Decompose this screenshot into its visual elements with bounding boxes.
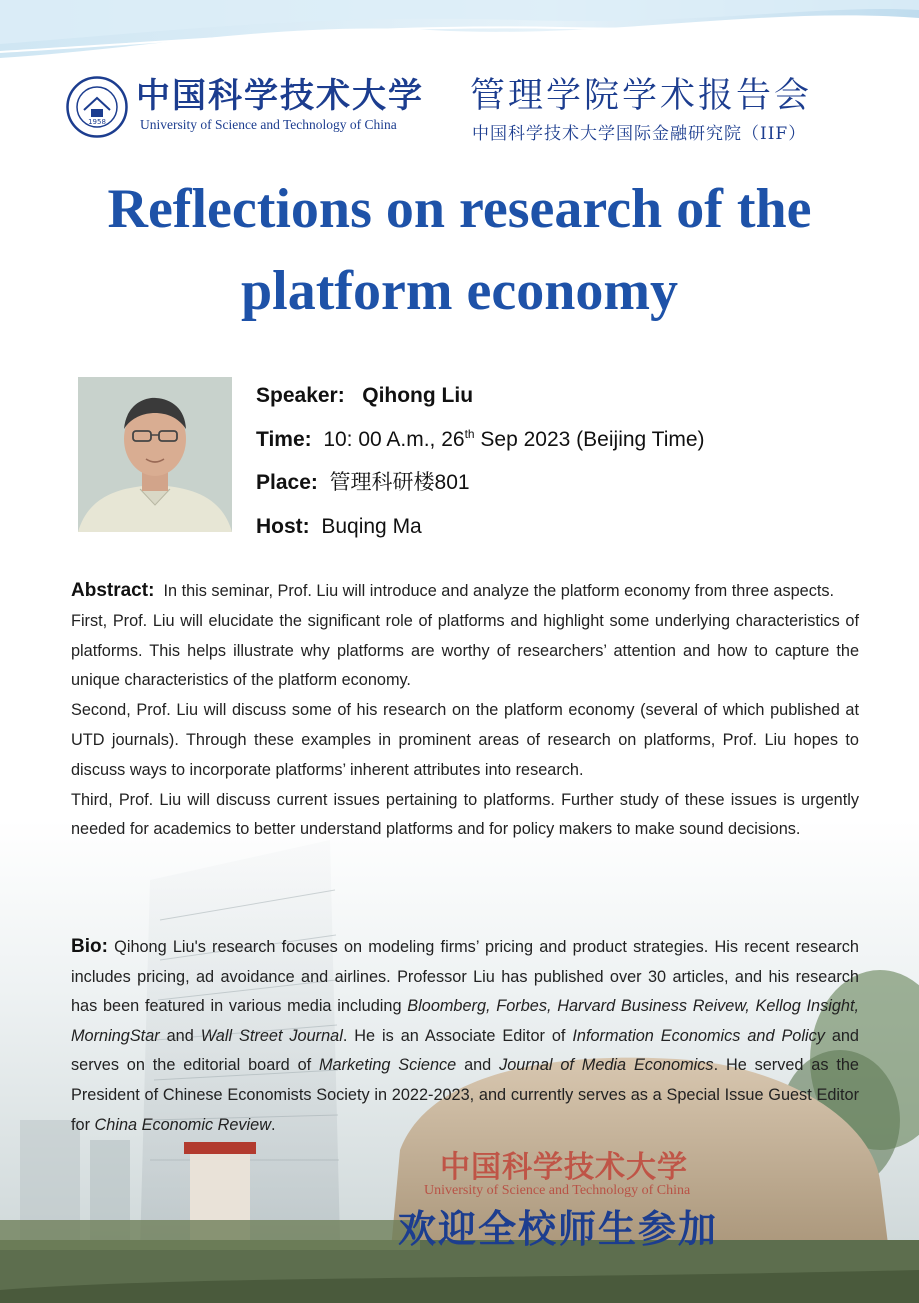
abstract-paragraph-3: Third, Prof. Liu will discuss current issues pertaining to platforms. Further study of these issues is urgently needed for academics to better understand platforms and for policy makers to make sound decisions. bbox=[71, 790, 859, 839]
title-line-1: Reflections on research of the bbox=[107, 178, 812, 240]
bio-label: Bio: bbox=[71, 936, 108, 957]
bio-text: . He is an Associate Editor of bbox=[342, 1026, 573, 1045]
top-wave-decoration bbox=[0, 0, 919, 70]
university-seal-logo bbox=[66, 76, 128, 138]
institute-name: 中国科学技术大学国际金融研究院（IIF） bbox=[472, 124, 807, 144]
university-name-cn: 中国科学技术大学 bbox=[136, 76, 424, 116]
place-row bbox=[256, 461, 876, 505]
bio-media-wsj: Wall Street Journal bbox=[200, 1026, 343, 1045]
speaker-label: Speaker: bbox=[256, 384, 345, 407]
seminar-info bbox=[256, 374, 876, 548]
time-label: Time: bbox=[256, 427, 312, 451]
abstract-label: Abstract: bbox=[71, 580, 155, 601]
host-row bbox=[256, 505, 876, 549]
bio-journal: Information Economics and Policy bbox=[572, 1026, 825, 1045]
abstract-intro-text: In this seminar, Prof. Liu will introduce and analyze the platform economy from three aspects. bbox=[163, 582, 835, 600]
bio-journal: China Economic Review bbox=[94, 1115, 271, 1134]
series-title: 管理学院学术报告会 bbox=[470, 76, 813, 116]
place-value: 管理科研楼801 bbox=[329, 471, 470, 494]
abstract-paragraph-1: First, Prof. Liu will elucidate the significant role of platforms and highlight some underlying characteristics of platforms. This helps illustrate why platforms are worthy of researchers’ attention and how to capture the unique characteristics of the platform economy. bbox=[71, 611, 859, 690]
rock-inscription-cn: 中国科学技术大学 bbox=[440, 1150, 688, 1185]
time-value bbox=[323, 428, 704, 451]
title-line-2: platform economy bbox=[240, 260, 678, 322]
bio-media-list: Bloomberg, Forbes, Harvard Business Reivew, Kellog Insight, MorningStar bbox=[71, 997, 859, 1045]
bio-section bbox=[71, 932, 859, 1140]
speaker-row bbox=[256, 374, 876, 418]
bio-text: . bbox=[271, 1115, 276, 1134]
bio-text: Qihong Liu's research focuses on modeling firms’ pricing and product strategies. His recent research includes pricing, ad avoidance and airlines. Professor Liu has published over 30 articles, and his research has been featured in various media including bbox=[71, 938, 859, 1016]
bio-journal: Marketing Science bbox=[318, 1056, 457, 1075]
welcome-slogan: 欢迎全校师生参加 bbox=[398, 1206, 719, 1251]
speaker-photo bbox=[78, 377, 232, 532]
university-name-en: University of Science and Technology of China bbox=[140, 117, 397, 132]
seminar-title bbox=[30, 168, 889, 332]
bio-text: and serves on the editorial board of bbox=[71, 1026, 859, 1075]
abstract-section bbox=[71, 576, 859, 845]
time-day-suffix: th bbox=[464, 426, 475, 441]
seal-year: 1958 bbox=[88, 118, 106, 126]
time-value-main: 10: 00 A.m., 26 bbox=[323, 427, 465, 451]
host-label: Host: bbox=[256, 514, 310, 538]
bio-journal: Journal of Media Economics bbox=[499, 1056, 714, 1075]
bio-text: . He served as the President of Chinese Economists Society in 2022-2023, and currently serves as a Special Issue Guest Editor for bbox=[71, 1056, 859, 1134]
speaker-name: Qihong Liu bbox=[362, 384, 474, 407]
rock-inscription-en: University of Science and Technology of China bbox=[424, 1183, 691, 1198]
time-row bbox=[256, 418, 876, 462]
abstract-paragraph-2: Second, Prof. Liu will discuss some of his research on the platform economy (several of which published at UTD journals). Through these examples in prominent areas of research on platforms, Prof. Liu hopes to discuss ways to incorporate platforms’ inherent attributes into research. bbox=[71, 701, 859, 779]
bio-text: and bbox=[159, 1026, 201, 1045]
abstract-intro bbox=[71, 576, 859, 607]
host-value: Buqing Ma bbox=[321, 514, 422, 538]
bio-text: and bbox=[456, 1056, 500, 1075]
time-value-rest: Sep 2023 (Beijing Time) bbox=[474, 427, 705, 451]
place-label: Place: bbox=[256, 471, 318, 494]
